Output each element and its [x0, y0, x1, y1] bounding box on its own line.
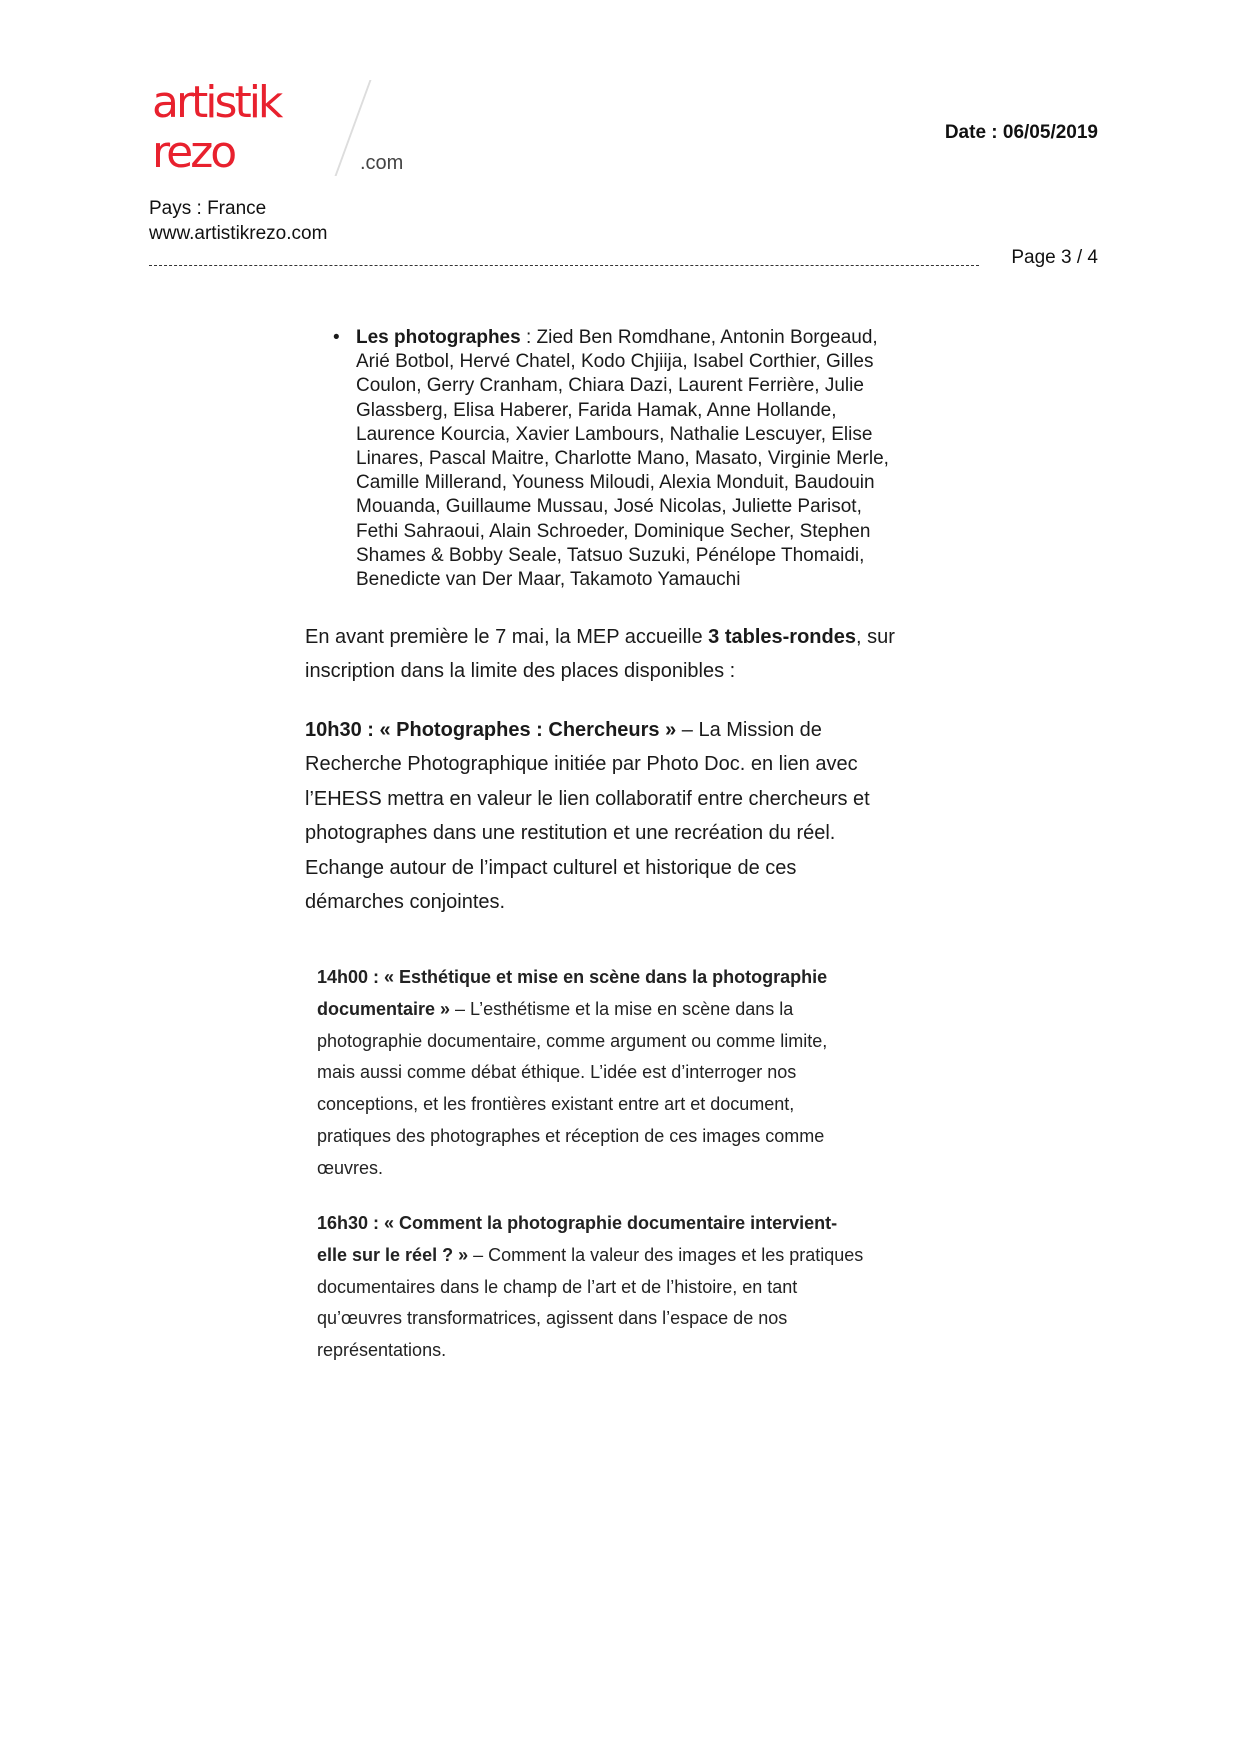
text-segment: documentaires dans le champ de l’art et de l’histoire, en tant: [317, 1276, 798, 1297]
text-line: [317, 1272, 863, 1304]
text-segment: Arié Botbol, Hervé Chatel, Kodo Chjiija, Isabel Corthier, Gilles: [356, 351, 874, 373]
text-segment: Benedicte van Der Maar, Takamoto Yamauchi: [356, 569, 741, 591]
text-segment: représentations.: [317, 1340, 447, 1361]
text-line: [305, 816, 870, 850]
text-segment: – L’esthétisme et la mise en scène dans la: [450, 998, 794, 1019]
session-1030: [305, 713, 870, 919]
text-line: [317, 1121, 827, 1153]
text-line: [356, 471, 889, 495]
text-line: [317, 1026, 827, 1058]
text-segment: Fethi Sahraoui, Alain Schroeder, Dominique Secher, Stephen: [356, 520, 871, 542]
text-segment: pratiques des photographes et réception de ces images comme: [317, 1125, 825, 1146]
text-segment: mais aussi comme débat éthique. L’idée est d’interroger nos: [317, 1062, 797, 1083]
text-line: [356, 374, 889, 398]
text-line: [317, 1057, 827, 1089]
text-line: [305, 620, 895, 654]
text-segment: Recherche Photographique initiée par Photo Doc. en lien avec: [305, 753, 858, 776]
logo-word-rezo: rezo: [152, 127, 235, 178]
text-line: [356, 447, 889, 471]
text-line: [305, 851, 870, 885]
photographers-list: [333, 326, 889, 592]
text-line: [317, 1208, 863, 1240]
country: Pays : France: [149, 198, 267, 219]
text-line: [317, 962, 827, 994]
text-segment: Coulon, Gerry Cranham, Chiara Dazi, Laurent Ferrière, Julie: [356, 375, 864, 397]
session-1400: [317, 962, 827, 1185]
text-segment: Mouanda, Guillaume Mussau, José Nicolas, Juliette Parisot,: [356, 496, 862, 518]
text-segment: – Comment la valeur des images et les pratiques: [468, 1244, 864, 1265]
text-line: [317, 994, 827, 1026]
bold-text: documentaire »: [317, 998, 451, 1019]
bold-text: 16h30 : « Comment la photographie documentaire intervient-: [317, 1213, 838, 1233]
text-segment: En avant première le 7 mai, la MEP accueille: [305, 626, 709, 648]
text-segment: photographie documentaire, comme argument ou comme limite,: [317, 1030, 828, 1051]
text-line: [356, 520, 889, 544]
text-segment: Shames & Bobby Seale, Tatsuo Suzuki, Pénélope Thomaidi,: [356, 544, 865, 566]
bold-text: 10h30 : « Photographes : Chercheurs »: [305, 719, 677, 741]
text-line: [305, 885, 870, 919]
bold-text: elle sur le réel ? »: [317, 1244, 469, 1265]
text-line: [356, 423, 889, 447]
intro-paragraph: [305, 620, 895, 688]
text-segment: : Zied Ben Romdhane, Antonin Borgeaud,: [520, 327, 878, 348]
text-segment: qu’œuvres transformatrices, agissent dans l’espace de nos: [317, 1308, 788, 1329]
text-line: [317, 1240, 863, 1272]
text-line: [305, 782, 870, 816]
text-line: [356, 399, 889, 423]
logo-domain: .com: [360, 152, 404, 174]
text-segment: l’EHESS mettra en valeur le lien collaboratif entre chercheurs et: [305, 787, 870, 810]
website: www.artistikrezo.com: [149, 223, 328, 244]
text-segment: Linares, Pascal Maitre, Charlotte Mano, Masato, Virginie Merle,: [356, 448, 889, 470]
publication-date: Date : 06/05/2019: [944, 122, 1098, 143]
text-line: [317, 1153, 827, 1185]
text-segment: , sur: [855, 626, 895, 648]
bold-text: 3 tables-rondes: [708, 626, 856, 648]
logo-word-artistik: artistik: [152, 77, 281, 128]
text-segment: inscription dans la limite des places disponibles :: [305, 660, 736, 682]
bullet-icon: •: [333, 327, 340, 348]
text-line: [317, 1335, 863, 1367]
text-segment: conceptions, et les frontières existant entre art et document,: [317, 1094, 795, 1115]
artistikrezo-logo: [152, 77, 412, 180]
bold-text: Les photographes: [356, 327, 521, 348]
session-1630: [317, 1208, 863, 1367]
text-line: [356, 326, 889, 350]
text-line: [356, 544, 889, 568]
text-line: [317, 1303, 863, 1335]
text-line: [305, 747, 870, 781]
text-segment: – La Mission de: [676, 719, 822, 741]
text-line: [356, 495, 889, 519]
text-segment: Laurence Kourcia, Xavier Lambours, Nathalie Lescuyer, Elise: [356, 423, 873, 445]
text-line: [317, 1089, 827, 1121]
header-divider: [149, 265, 979, 266]
text-segment: œuvres.: [317, 1157, 384, 1178]
text-segment: Glassberg, Elisa Haberer, Farida Hamak, Anne Hollande,: [356, 399, 837, 421]
text-segment: Echange autour de l’impact culturel et historique de ces: [305, 856, 797, 879]
text-segment: photographes dans une restitution et une recréation du réel.: [305, 822, 836, 845]
text-segment: Camille Millerand, Youness Miloudi, Alexia Monduit, Baudouin: [356, 472, 875, 494]
text-line: [356, 568, 889, 592]
text-line: [356, 350, 889, 374]
text-line: [305, 713, 870, 747]
bold-text: 14h00 : « Esthétique et mise en scène dans la photographie: [317, 967, 828, 987]
text-segment: démarches conjointes.: [305, 891, 506, 914]
text-line: [305, 654, 895, 688]
page-number: Page 3 / 4: [1011, 247, 1098, 268]
